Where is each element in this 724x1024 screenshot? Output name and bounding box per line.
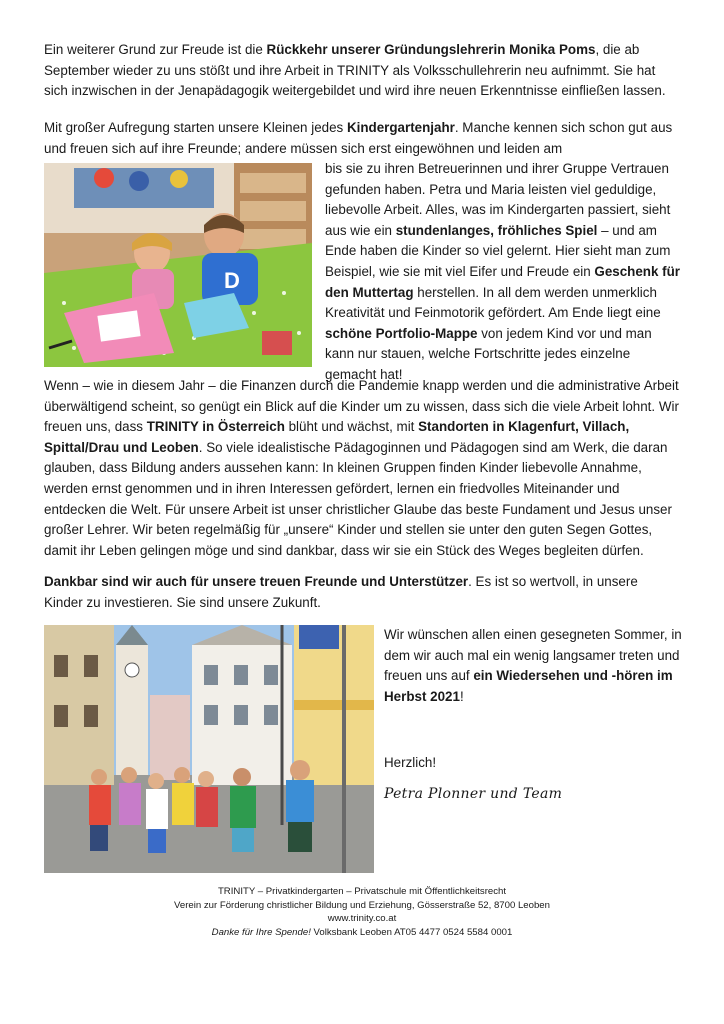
p2-text-h: herstellen. In all dem werden unmerklich Kreativität und Feinmotorik gefördert. Am Ende liegt eine <box>325 284 661 321</box>
p5-text-a: Wir wünschen allen einen gesegneten Sommer, in dem wir auch mal ein wenig langsamer treten und freuen uns auf <box>384 627 682 684</box>
p5-bold-wiedersehen: ein Wiedersehen und -hören im Herbst 2021 <box>384 668 673 704</box>
p2-bold-spiel: stundenlanges, fröhliches Spiel <box>395 222 598 238</box>
footer-line-1: TRINITY – Privatkindergarten – Privatschule mit Öffentlichkeitsrecht <box>217 886 507 897</box>
svg-text:D: D <box>224 268 240 293</box>
p4-bold-thanks: Dankbar sind wir auch für unsere treuen Freunde und Unterstützer <box>44 574 469 589</box>
p3-text-e: . So viele idealistische Pädagoginnen und Pädagogen sind am Werk, die daran glauben, dass Bildung anders aussehen kann: In kleinen Gruppen finden Kinder liebevolle Annahme, werden ernst genommen und in ihren Interessen gefördert, lernen ein friedvolles Miteinander und entdecken die Welt. Für unsere Arbeit ist unser christlicher Glaube das beste Fundament und Jesus unser großer Lehrer. Wir beten regelmäßig für „unsere“ Kinder und stellen sie unter den guten Segen Gottes, damit ihr Leben gelingen möge und sind dankbar, dass wir sie ein Stück des Weges begleiten dürfen. <box>44 439 672 558</box>
p4-text-b: . Es ist so wertvoll, in unsere Kinder zu investieren. Sie sind unsere Zukunft. <box>44 574 638 610</box>
p1-text-c: , die ab September wieder zu uns stößt und ihre Arbeit in TRINITY als Volksschullehrerin neu aufnimmt. Sie hat sich inzwischen in der Jenapädagogik weitergebildet und wird ihre neuen Erkenntnisse einfließen lassen. <box>44 42 666 99</box>
kindergarten-photo <box>44 163 312 367</box>
p2-text-d: bis sie zu ihren Betreuerinnen und ihrer Gruppe Vertrauen gefunden haben. Petra und Maria leisten viel geduldige, liebevolle Arbeit. Alles, was im Kindergarten passiert, sieht aus wie ein <box>325 161 671 238</box>
p5-text-c: ! <box>459 688 464 704</box>
p2-bold-kindergartenjahr: Kindergartenjahr <box>346 120 455 135</box>
paragraph-wishes <box>384 625 684 707</box>
town-photo-illustration <box>44 625 374 873</box>
paragraph-return-teacher <box>44 40 680 102</box>
p2-text-f: – und am Ende haben die Kinder so viel gelernt. Hier sieht man zum Beispiel, wie sie mit viel Eifer und Freude ein <box>325 222 671 279</box>
p2-text-j: von jedem Kind vor und man kann nur stauen, welche Fortschritte jedes einzelne gemacht hat! <box>325 325 652 382</box>
p3-bold-trinity: TRINITY in Österreich <box>146 419 285 435</box>
paragraph-thanks <box>44 572 680 613</box>
footer-line-2: Verein zur Förderung christlicher Bildung und Erziehung, Gösserstraße 52, 8700 Leoben <box>174 899 550 911</box>
p2-bold-portfolio: schöne Portfolio-Mappe <box>325 325 478 341</box>
greeting <box>384 753 436 774</box>
paragraph-kindergarten-column <box>325 159 681 386</box>
greeting-text: Herzlich! <box>384 755 437 770</box>
p2-text-c: . Manche kennen sich schon gut aus und freuen sich auf ihre Freunde; andere müssen sich erst eingewöhnen und leiden am <box>44 120 673 156</box>
kindergarten-photo-illustration <box>44 163 312 367</box>
p3-text-c: blüht und wächst, mit <box>284 419 419 435</box>
p2-text-a: Mit großer Aufregung starten unsere Kleinen jedes <box>44 120 347 135</box>
town-group-photo <box>44 625 374 873</box>
p1-text-a: Ein weiterer Grund zur Freude ist die <box>44 42 267 57</box>
footer <box>0 885 724 939</box>
signature: Petra Plonner und Team <box>384 786 563 802</box>
p3-text-a: Wenn – wie in diesem Jahr – die Finanzen durch die Pandemie knapp werden und die administrative Arbeit überwältigend scheint, so genügt ein Blick auf die Kinder um zu wissen, dass sich die viele Arbeit lohnt. Wir freuen uns, dass <box>44 378 679 435</box>
p2-bold-muttertag: Geschenk für den Muttertag <box>325 263 681 300</box>
footer-line-4 <box>0 926 724 940</box>
footer-website: www.trinity.co.at <box>327 913 397 925</box>
footer-donation-italic: Danke für Ihre Spende! <box>211 926 311 938</box>
p3-bold-standorte: Standorten in Klagenfurt, Villach, Spittal/Drau und Leoben <box>44 419 630 455</box>
paragraph-finances <box>44 376 680 561</box>
footer-bank: Volksbank Leoben AT05 4477 0524 5584 0001 <box>310 926 513 938</box>
p1-bold: Rückkehr unserer Gründungslehrerin Monika Poms <box>266 42 596 57</box>
